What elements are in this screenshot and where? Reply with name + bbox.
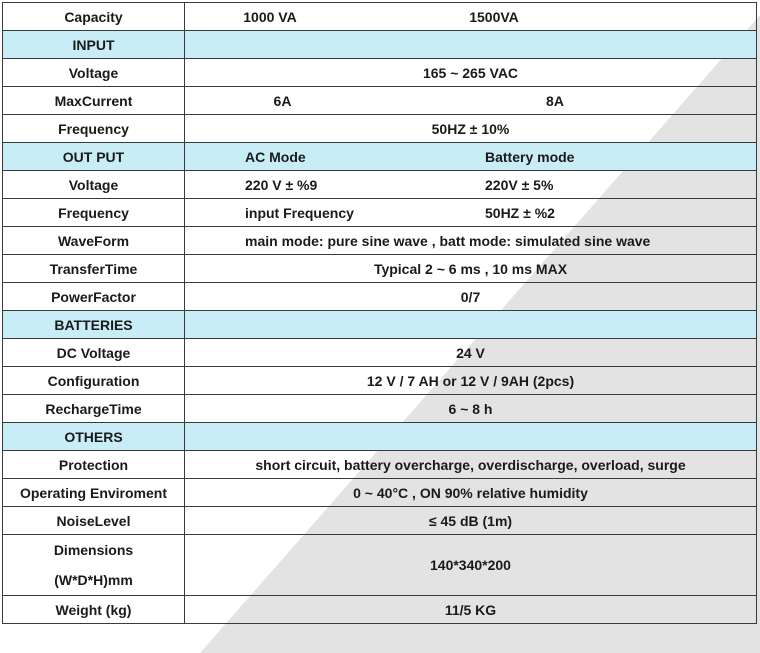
table-row — [3, 171, 757, 199]
weight-label: Weight (kg) — [3, 596, 185, 624]
input-frequency-value: 50HZ ± 10% — [185, 115, 757, 143]
maxcurrent-label: MaxCurrent — [3, 87, 185, 115]
weight-value: 11/5 KG — [185, 596, 757, 624]
waveform-value: main mode: pure sine wave , batt mode: simulated sine wave — [245, 232, 651, 249]
table-row — [3, 3, 757, 31]
section-batteries-fill — [185, 311, 757, 339]
dimensions-label-line2: (W*D*H)mm — [54, 572, 133, 588]
maxcurrent-values — [185, 87, 757, 115]
output-frequency-values — [185, 199, 757, 227]
dimensions-label-line1: Dimensions — [53, 542, 134, 558]
table-row — [3, 199, 757, 227]
dimensions-value: 140*340*200 — [185, 535, 757, 596]
table-row — [3, 339, 757, 367]
section-row — [3, 311, 757, 339]
section-input: INPUT — [3, 31, 185, 59]
configuration-label: Configuration — [3, 367, 185, 395]
section-others: OTHERS — [3, 423, 185, 451]
table-row — [3, 255, 757, 283]
recharge-label: RechargeTime — [3, 395, 185, 423]
dcvoltage-value: 24 V — [185, 339, 757, 367]
dimensions-label — [3, 535, 185, 596]
environment-value: 0 ~ 40°C , ON 90% relative humidity — [185, 479, 757, 507]
input-frequency-label: Frequency — [3, 115, 185, 143]
table-row — [3, 479, 757, 507]
mode-ac: AC Mode — [245, 148, 306, 165]
table-row — [3, 535, 757, 596]
powerfactor-value: 0/7 — [185, 283, 757, 311]
maxcurrent-1500: 8A — [546, 92, 564, 109]
output-voltage-batt: 220V ± 5% — [485, 176, 554, 193]
section-row — [3, 423, 757, 451]
table-row — [3, 451, 757, 479]
mode-battery: Battery mode — [485, 148, 575, 165]
table-row — [3, 395, 757, 423]
table-row — [3, 59, 757, 87]
table-row — [3, 87, 757, 115]
waveform-value-cell — [185, 227, 757, 255]
output-voltage-ac: 220 V ± %9 — [245, 176, 318, 193]
capacity-1000: 1000 VA — [243, 8, 297, 25]
transfer-label: TransferTime — [3, 255, 185, 283]
table-row — [3, 283, 757, 311]
table-row — [3, 227, 757, 255]
section-input-fill — [185, 31, 757, 59]
capacity-values — [185, 3, 757, 31]
input-voltage-label: Voltage — [3, 59, 185, 87]
output-modes — [185, 143, 757, 171]
maxcurrent-1000: 6A — [273, 92, 292, 109]
spec-table — [2, 2, 757, 624]
noise-label: NoiseLevel — [3, 507, 185, 535]
output-frequency-batt: 50HZ ± %2 — [485, 204, 555, 221]
noise-value: ≤ 45 dB (1m) — [185, 507, 757, 535]
transfer-value: Typical 2 ~ 6 ms , 10 ms MAX — [185, 255, 757, 283]
capacity-1500: 1500VA — [469, 8, 519, 25]
output-voltage-values — [185, 171, 757, 199]
protection-value: short circuit, battery overcharge, overdischarge, overload, surge — [185, 451, 757, 479]
section-row — [3, 31, 757, 59]
table-row — [3, 115, 757, 143]
dcvoltage-label: DC Voltage — [3, 339, 185, 367]
output-frequency-ac: input Frequency — [245, 204, 354, 221]
recharge-value: 6 ~ 8 h — [185, 395, 757, 423]
section-row — [3, 143, 757, 171]
protection-label: Protection — [3, 451, 185, 479]
section-others-fill — [185, 423, 757, 451]
section-output: OUT PUT — [3, 143, 185, 171]
table-row — [3, 596, 757, 624]
powerfactor-label: PowerFactor — [3, 283, 185, 311]
output-frequency-label: Frequency — [3, 199, 185, 227]
table-row — [3, 367, 757, 395]
waveform-label: WaveForm — [3, 227, 185, 255]
environment-label: Operating Enviroment — [3, 479, 185, 507]
configuration-value: 12 V / 7 AH or 12 V / 9AH (2pcs) — [185, 367, 757, 395]
section-batteries: BATTERIES — [3, 311, 185, 339]
output-voltage-label: Voltage — [3, 171, 185, 199]
table-row — [3, 507, 757, 535]
capacity-label: Capacity — [3, 3, 185, 31]
input-voltage-value: 165 ~ 265 VAC — [185, 59, 757, 87]
